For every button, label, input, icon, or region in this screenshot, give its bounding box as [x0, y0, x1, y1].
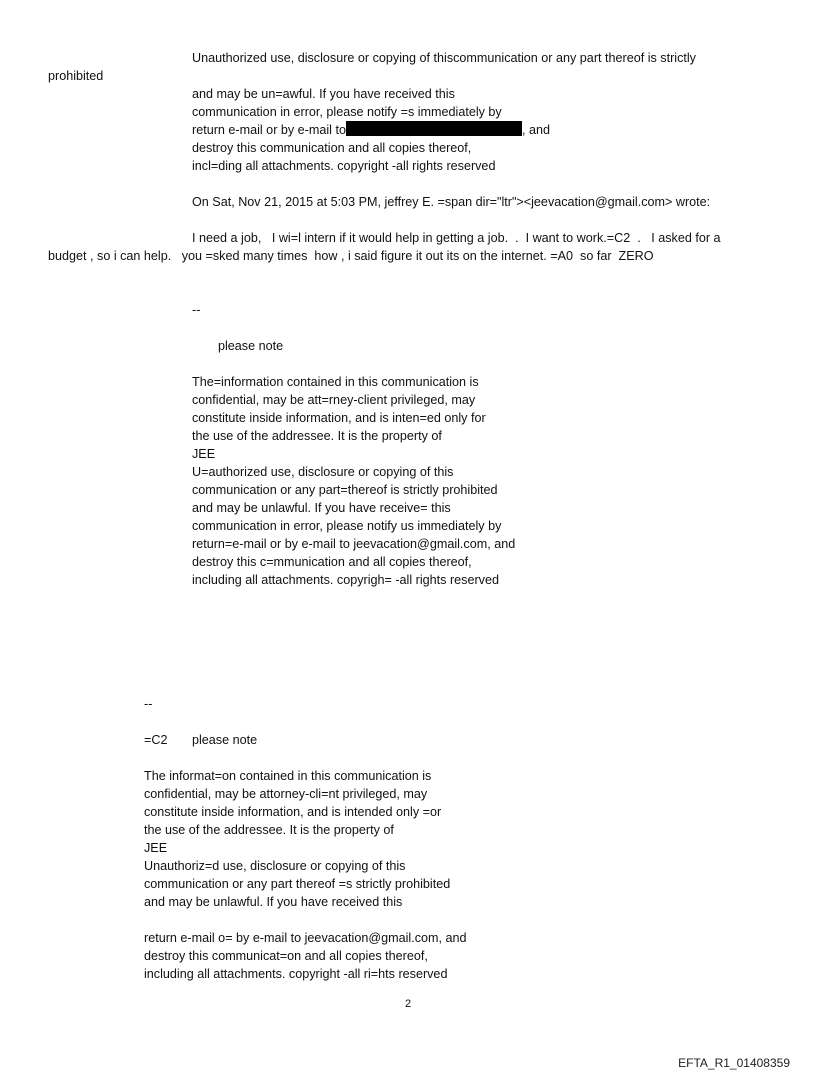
disclaimer-line: communication or any part thereof =s strictly prohibited — [144, 877, 451, 891]
disclaimer-line: communication in error, please notify =s immediately by — [192, 105, 502, 119]
disclaimer-line: and may be unlawful. If you have received this — [144, 895, 403, 909]
message-line: budget , so i can help. you =sked many times how , i said figure it out its on the internet. =A0 so far ZERO — [48, 249, 654, 263]
disclaimer-line — [192, 121, 550, 139]
disclaimer-line: JEE — [144, 841, 168, 855]
disclaimer-text: , and — [521, 123, 550, 137]
disclaimer-line: constitute inside information, and is intended only =or — [144, 805, 442, 819]
quote-header: On Sat, Nov 21, 2015 at 5:03 PM, jeffrey E. =span dir="ltr"><jeevacation@gmail.com> wrote: — [192, 195, 711, 209]
encoding-prefix: =C2 — [144, 733, 168, 747]
disclaimer-line: the use of the addressee. It is the property of — [192, 429, 442, 443]
message-line: I need a job, I wi=l intern if it would help in getting a job. . I want to work.=C2 . I asked for a — [192, 231, 721, 245]
disclaimer-line: and may be unlawful. If you have receive= this — [192, 501, 451, 515]
disclaimer-line: destroy this communicat=on and all copies thereof, — [144, 949, 428, 963]
disclaimer-line: The=information contained in this communication is — [192, 375, 479, 389]
disclaimer-line: the use of the addressee. It is the property of — [144, 823, 394, 837]
disclaimer-line: destroy this communication and all copies thereof, — [192, 141, 472, 155]
signature-separator: -- — [144, 697, 153, 711]
disclaimer-line: destroy this c=mmunication and all copies thereof, — [192, 555, 472, 569]
disclaimer-line: communication or any part=thereof is strictly prohibited — [192, 483, 498, 497]
disclaimer-line: confidential, may be attorney-cli=nt privileged, may — [144, 787, 428, 801]
document-id: EFTA_R1_01408359 — [678, 1056, 790, 1070]
disclaimer-line: return e-mail o= by e-mail to jeevacation@gmail.com, and — [144, 931, 467, 945]
disclaimer-line: incl=ding all attachments. copyright -all rights reserved — [192, 159, 496, 173]
please-note-label: please note — [218, 339, 284, 353]
please-note-label: please note — [192, 733, 258, 747]
signature-separator: -- — [192, 303, 201, 317]
redaction-box — [346, 121, 522, 136]
page-number: 2 — [404, 998, 412, 1010]
disclaimer-line: including all attachments. copyrigh= -all rights reserved — [192, 573, 499, 587]
disclaimer-line: and may be un=awful. If you have received this — [192, 87, 455, 101]
disclaimer-line: prohibited — [48, 69, 104, 83]
disclaimer-line: The informat=on contained in this communication is — [144, 769, 432, 783]
disclaimer-line: constitute inside information, and is inten=ed only for — [192, 411, 486, 425]
disclaimer-line: U=authorized use, disclosure or copying of this — [192, 465, 454, 479]
disclaimer-text: return e-mail or by e-mail to — [192, 123, 346, 137]
disclaimer-line: communication in error, please notify us immediately by — [192, 519, 502, 533]
disclaimer-line: confidential, may be att=rney-client privileged, may — [192, 393, 476, 407]
disclaimer-line: JEE — [192, 447, 216, 461]
disclaimer-line: Unauthorized use, disclosure or copying of thiscommunication or any part thereof is strictly — [192, 51, 696, 65]
disclaimer-line: return=e-mail or by e-mail to jeevacation@gmail.com, and — [192, 537, 516, 551]
disclaimer-line: Unauthoriz=d use, disclosure or copying of this — [144, 859, 406, 873]
disclaimer-line: including all attachments. copyright -all ri=hts reserved — [144, 967, 448, 981]
